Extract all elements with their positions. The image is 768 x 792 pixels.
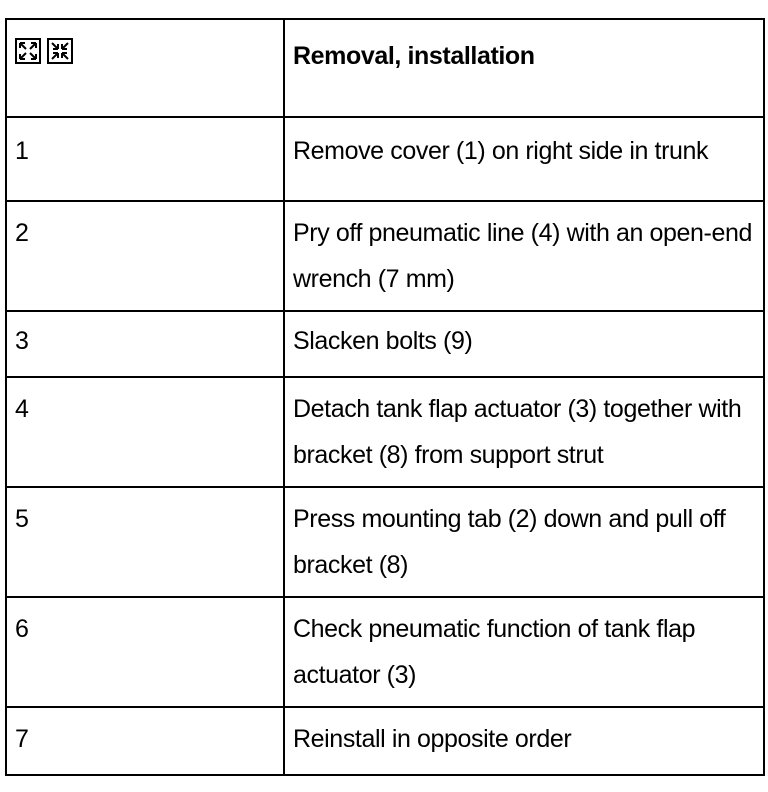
header-title: Removal, installation xyxy=(284,19,764,117)
step-text: Slacken bolts (9) xyxy=(284,311,764,377)
table-header-row xyxy=(6,19,764,117)
table-row xyxy=(6,597,764,707)
table-row xyxy=(6,117,764,201)
installation-icon xyxy=(47,38,73,64)
step-number: 1 xyxy=(6,117,284,201)
step-text: Detach tank flap actuator (3) together with bracket (8) from support strut xyxy=(284,377,764,487)
step-number: 6 xyxy=(6,597,284,707)
table-row xyxy=(6,201,764,311)
table-row xyxy=(6,707,764,775)
table-row xyxy=(6,377,764,487)
step-number: 2 xyxy=(6,201,284,311)
step-text: Press mounting tab (2) down and pull off bracket (8) xyxy=(284,487,764,597)
step-text: Check pneumatic function of tank flap actuator (3) xyxy=(284,597,764,707)
step-number: 5 xyxy=(6,487,284,597)
step-number: 4 xyxy=(6,377,284,487)
procedure-table xyxy=(5,18,765,776)
header-icon-cell xyxy=(6,19,284,117)
step-text: Remove cover (1) on right side in trunk xyxy=(284,117,764,201)
step-text: Pry off pneumatic line (4) with an open-end wrench (7 mm) xyxy=(284,201,764,311)
table-row xyxy=(6,311,764,377)
table-row xyxy=(6,487,764,597)
step-number: 7 xyxy=(6,707,284,775)
step-text: Reinstall in opposite order xyxy=(284,707,764,775)
step-number: 3 xyxy=(6,311,284,377)
removal-icon xyxy=(15,38,41,64)
